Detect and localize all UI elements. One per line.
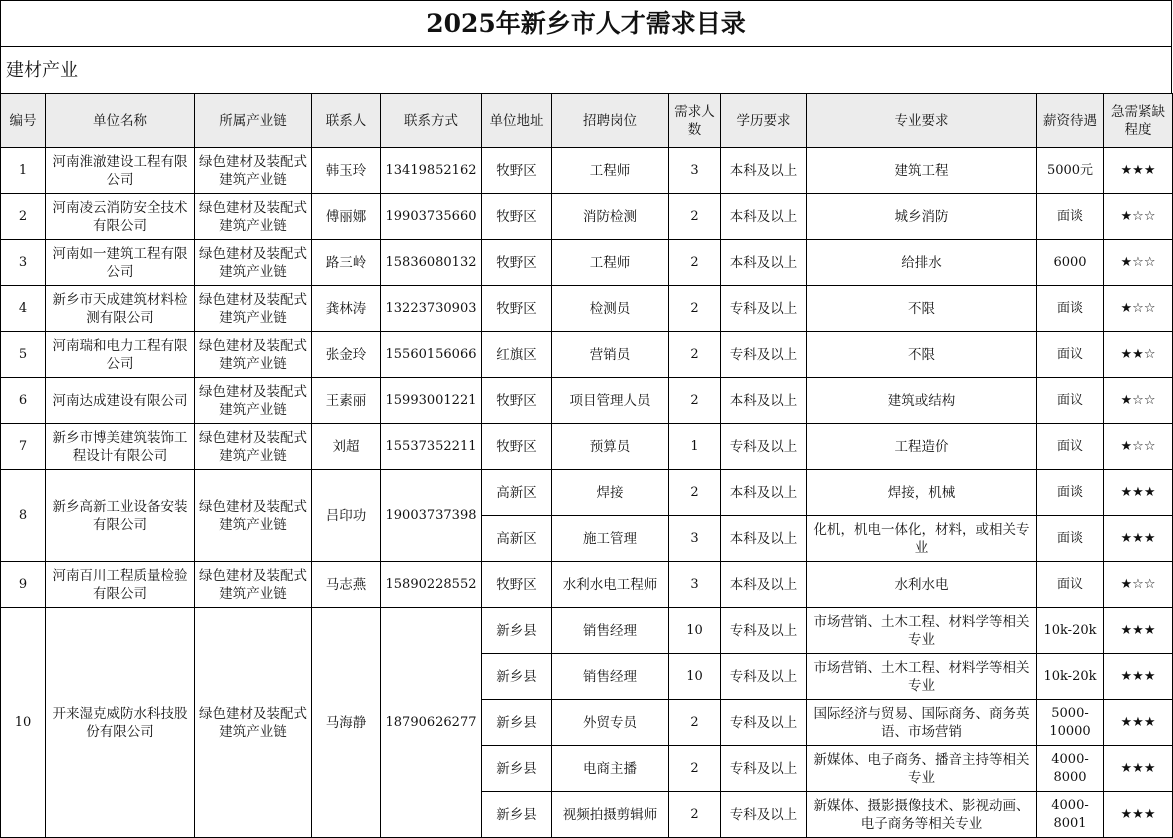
headcount: 2 [669,792,721,838]
contact-person: 傅丽娜 [312,194,381,240]
salary: 面议 [1037,332,1104,378]
job-post: 工程师 [552,240,669,286]
row-id: 3 [1,240,46,286]
company-address: 牧野区 [482,286,552,332]
company-name: 开来湿克威防水科技股份有限公司 [46,608,195,838]
row-id: 6 [1,378,46,424]
urgency-stars: ★★★ [1104,654,1173,700]
header-phone: 联系方式 [381,94,482,148]
contact-phone: 13419852162 [381,148,482,194]
section-title: 建材产业 [0,46,1172,93]
salary: 面议 [1037,562,1104,608]
company-address: 红旗区 [482,332,552,378]
company-address: 新乡县 [482,746,552,792]
contact-phone: 13223730903 [381,286,482,332]
major-requirement: 新媒体、摄影摄像技术、影视动画、电子商务等相关专业 [807,792,1037,838]
header-salary: 薪资待遇 [1037,94,1104,148]
table-row [1,240,1173,286]
salary: 面谈 [1037,194,1104,240]
header-id: 编号 [1,94,46,148]
education-requirement: 专科及以上 [721,654,807,700]
education-requirement: 本科及以上 [721,516,807,562]
industry-chain: 绿色建材及装配式建筑产业链 [195,562,312,608]
headcount: 3 [669,516,721,562]
row-id: 2 [1,194,46,240]
job-post: 电商主播 [552,746,669,792]
row-id: 9 [1,562,46,608]
urgency-stars: ★☆☆ [1104,424,1173,470]
company-name: 河南如一建筑工程有限公司 [46,240,195,286]
header-count: 需求人数 [669,94,721,148]
company-address: 高新区 [482,516,552,562]
education-requirement: 本科及以上 [721,378,807,424]
job-post: 视频拍摄剪辑师 [552,792,669,838]
salary: 面谈 [1037,470,1104,516]
major-requirement: 焊接，机械 [807,470,1037,516]
row-id: 5 [1,332,46,378]
company-name: 新乡市博美建筑装饰工程设计有限公司 [46,424,195,470]
headcount: 3 [669,148,721,194]
education-requirement: 专科及以上 [721,700,807,746]
major-requirement: 不限 [807,286,1037,332]
company-address: 牧野区 [482,378,552,424]
row-id: 8 [1,470,46,562]
urgency-stars: ★☆☆ [1104,378,1173,424]
salary: 4000-8000 [1037,746,1104,792]
urgency-stars: ★☆☆ [1104,562,1173,608]
table-row [1,194,1173,240]
urgency-stars: ★☆☆ [1104,286,1173,332]
major-requirement: 市场营销、土木工程、材料学等相关专业 [807,654,1037,700]
salary: 6000 [1037,240,1104,286]
company-name: 河南达成建设有限公司 [46,378,195,424]
urgency-stars: ★★★ [1104,516,1173,562]
contact-phone: 18790626277 [381,608,482,838]
education-requirement: 本科及以上 [721,194,807,240]
major-requirement: 国际经济与贸易、国际商务、商务英语、市场营销 [807,700,1037,746]
table-row [1,332,1173,378]
contact-person: 吕印功 [312,470,381,562]
industry-chain: 绿色建材及装配式建筑产业链 [195,332,312,378]
headcount: 10 [669,608,721,654]
contact-person: 张金玲 [312,332,381,378]
header-urgency: 急需紧缺程度 [1104,94,1173,148]
contact-phone: 19903735660 [381,194,482,240]
urgency-stars: ★★★ [1104,148,1173,194]
table-body [1,148,1173,838]
education-requirement: 专科及以上 [721,746,807,792]
company-name: 新乡市天成建筑材料检测有限公司 [46,286,195,332]
job-post: 营销员 [552,332,669,378]
headcount: 2 [669,332,721,378]
salary: 4000-8001 [1037,792,1104,838]
job-post: 水利水电工程师 [552,562,669,608]
contact-person: 王素丽 [312,378,381,424]
headcount: 2 [669,700,721,746]
job-post: 施工管理 [552,516,669,562]
education-requirement: 专科及以上 [721,608,807,654]
education-requirement: 专科及以上 [721,424,807,470]
headcount: 2 [669,240,721,286]
header-major: 专业要求 [807,94,1037,148]
education-requirement: 专科及以上 [721,332,807,378]
company-address: 牧野区 [482,194,552,240]
education-requirement: 本科及以上 [721,470,807,516]
urgency-stars: ★★★ [1104,470,1173,516]
headcount: 2 [669,286,721,332]
table-row [1,286,1173,332]
urgency-stars: ★★★ [1104,746,1173,792]
table-row [1,470,1173,516]
job-post: 焊接 [552,470,669,516]
header-post: 招聘岗位 [552,94,669,148]
table-row [1,608,1173,654]
major-requirement: 建筑工程 [807,148,1037,194]
job-post: 项目管理人员 [552,378,669,424]
headcount: 10 [669,654,721,700]
header-company: 单位名称 [46,94,195,148]
major-requirement: 工程造价 [807,424,1037,470]
job-post: 销售经理 [552,654,669,700]
major-requirement: 城乡消防 [807,194,1037,240]
job-post: 外贸专员 [552,700,669,746]
industry-chain: 绿色建材及装配式建筑产业链 [195,148,312,194]
major-requirement: 给排水 [807,240,1037,286]
salary: 10k-20k [1037,654,1104,700]
education-requirement: 专科及以上 [721,792,807,838]
header-address: 单位地址 [482,94,552,148]
education-requirement: 本科及以上 [721,148,807,194]
table-header-row [1,94,1173,148]
job-post: 检测员 [552,286,669,332]
contact-phone: 15890228552 [381,562,482,608]
salary: 5000-10000 [1037,700,1104,746]
contact-person: 路三岭 [312,240,381,286]
education-requirement: 专科及以上 [721,286,807,332]
contact-person: 刘超 [312,424,381,470]
salary: 面谈 [1037,516,1104,562]
company-address: 高新区 [482,470,552,516]
headcount: 1 [669,424,721,470]
contact-phone: 15993001221 [381,378,482,424]
job-post: 消防检测 [552,194,669,240]
urgency-stars: ★☆☆ [1104,194,1173,240]
company-address: 牧野区 [482,240,552,286]
industry-chain: 绿色建材及装配式建筑产业链 [195,608,312,838]
company-address: 牧野区 [482,148,552,194]
salary: 面议 [1037,424,1104,470]
contact-person: 马志燕 [312,562,381,608]
job-post: 预算员 [552,424,669,470]
salary: 面谈 [1037,286,1104,332]
contact-person: 马海静 [312,608,381,838]
headcount: 3 [669,562,721,608]
urgency-stars: ★☆☆ [1104,240,1173,286]
industry-chain: 绿色建材及装配式建筑产业链 [195,240,312,286]
industry-chain: 绿色建材及装配式建筑产业链 [195,194,312,240]
education-requirement: 本科及以上 [721,562,807,608]
page-title: 2025年新乡市人才需求目录 [0,0,1172,46]
talent-table [0,93,1173,838]
contact-phone: 15560156066 [381,332,482,378]
major-requirement: 市场营销、土木工程、材料学等相关专业 [807,608,1037,654]
table-row [1,424,1173,470]
major-requirement: 化机，机电一体化，材料，或相关专业 [807,516,1037,562]
company-name: 河南百川工程质量检验有限公司 [46,562,195,608]
urgency-stars: ★★★ [1104,700,1173,746]
headcount: 2 [669,470,721,516]
industry-chain: 绿色建材及装配式建筑产业链 [195,424,312,470]
company-name: 河南瑞和电力工程有限公司 [46,332,195,378]
company-address: 新乡县 [482,654,552,700]
salary: 5000元 [1037,148,1104,194]
header-education: 学历要求 [721,94,807,148]
table-row [1,562,1173,608]
company-address: 新乡县 [482,700,552,746]
header-chain: 所属产业链 [195,94,312,148]
salary: 10k-20k [1037,608,1104,654]
company-address: 新乡县 [482,792,552,838]
row-id: 10 [1,608,46,838]
company-name: 新乡高新工业设备安装有限公司 [46,470,195,562]
urgency-stars: ★★★ [1104,608,1173,654]
contact-person: 韩玉玲 [312,148,381,194]
contact-phone: 15537352211 [381,424,482,470]
industry-chain: 绿色建材及装配式建筑产业链 [195,470,312,562]
salary: 面议 [1037,378,1104,424]
headcount: 2 [669,746,721,792]
company-address: 牧野区 [482,562,552,608]
company-name: 河南凌云消防安全技术有限公司 [46,194,195,240]
headcount: 2 [669,378,721,424]
row-id: 1 [1,148,46,194]
industry-chain: 绿色建材及装配式建筑产业链 [195,378,312,424]
contact-phone: 19003737398 [381,470,482,562]
major-requirement: 新媒体、电子商务、播音主持等相关专业 [807,746,1037,792]
industry-chain: 绿色建材及装配式建筑产业链 [195,286,312,332]
urgency-stars: ★★☆ [1104,332,1173,378]
headcount: 2 [669,194,721,240]
major-requirement: 不限 [807,332,1037,378]
company-name: 河南淮澈建设工程有限公司 [46,148,195,194]
urgency-stars: ★★★ [1104,792,1173,838]
education-requirement: 本科及以上 [721,240,807,286]
job-post: 销售经理 [552,608,669,654]
row-id: 7 [1,424,46,470]
job-post: 工程师 [552,148,669,194]
major-requirement: 建筑或结构 [807,378,1037,424]
major-requirement: 水利水电 [807,562,1037,608]
company-address: 牧野区 [482,424,552,470]
contact-phone: 15836080132 [381,240,482,286]
contact-person: 龚林涛 [312,286,381,332]
row-id: 4 [1,286,46,332]
table-row [1,378,1173,424]
header-contact: 联系人 [312,94,381,148]
company-address: 新乡县 [482,608,552,654]
table-row [1,148,1173,194]
